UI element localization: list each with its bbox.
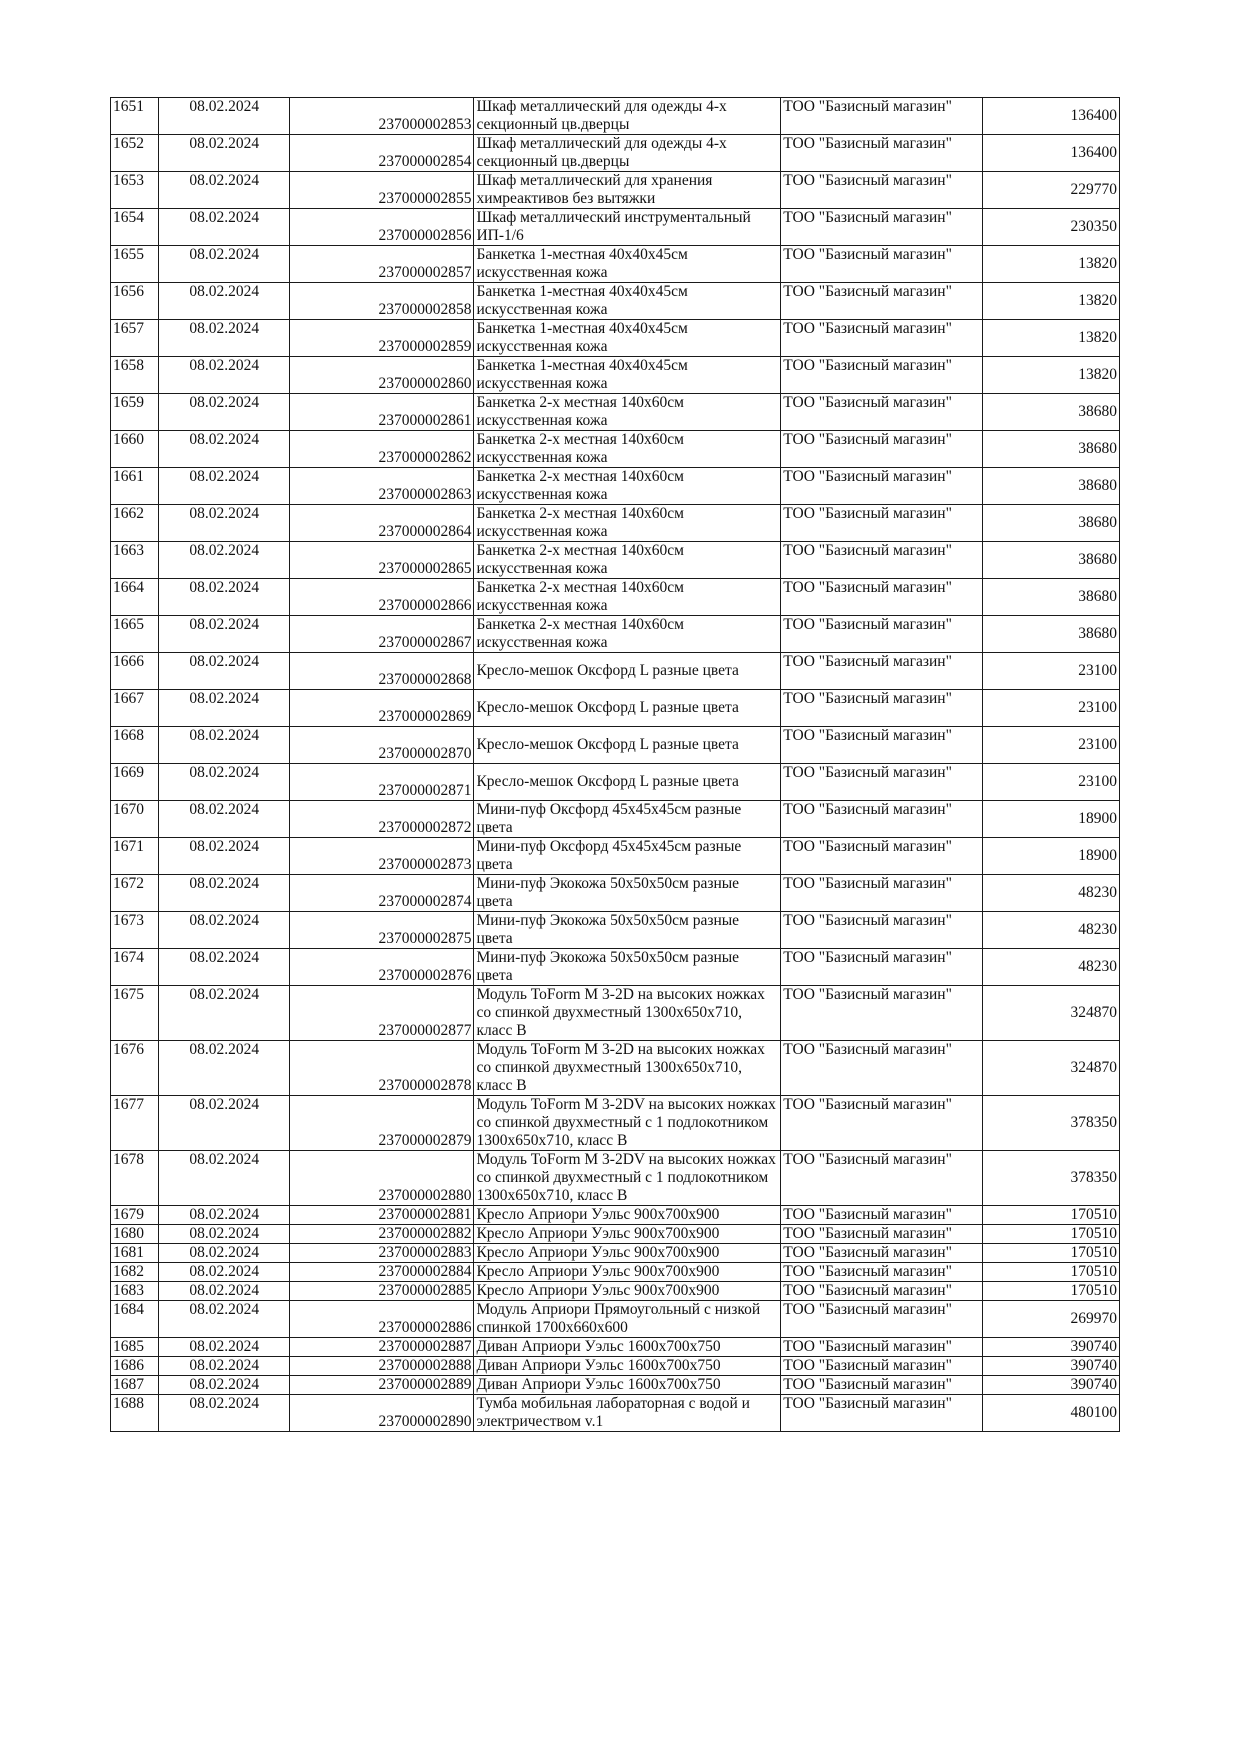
amount: 378350 — [983, 1151, 1120, 1206]
table-row — [111, 579, 1120, 616]
supplier-name: ТОО "Базисный магазин" — [781, 579, 983, 616]
amount: 390740 — [983, 1338, 1120, 1357]
row-date: 08.02.2024 — [159, 172, 290, 209]
row-number: 1656 — [111, 283, 159, 320]
item-name: Банкетка 1-местная 40х40х45см искусственная кожа — [474, 357, 781, 394]
supplier-name: ТОО "Базисный магазин" — [781, 320, 983, 357]
supplier-name: ТОО "Базисный магазин" — [781, 542, 983, 579]
table-row — [111, 1041, 1120, 1096]
table-row — [111, 431, 1120, 468]
row-date: 08.02.2024 — [159, 1376, 290, 1395]
amount: 170510 — [983, 1244, 1120, 1263]
row-number: 1665 — [111, 616, 159, 653]
inventory-code: 237000002873 — [290, 838, 474, 875]
inventory-code: 237000002885 — [290, 1282, 474, 1301]
row-number: 1679 — [111, 1206, 159, 1225]
row-date: 08.02.2024 — [159, 209, 290, 246]
row-date: 08.02.2024 — [159, 1301, 290, 1338]
amount: 38680 — [983, 579, 1120, 616]
item-name: Банкетка 2-х местная 140х60см искусственная кожа — [474, 616, 781, 653]
inventory-code: 237000002874 — [290, 875, 474, 912]
row-date: 08.02.2024 — [159, 431, 290, 468]
amount: 480100 — [983, 1395, 1120, 1432]
supplier-name: ТОО "Базисный магазин" — [781, 801, 983, 838]
row-date: 08.02.2024 — [159, 653, 290, 690]
supplier-name: ТОО "Базисный магазин" — [781, 1206, 983, 1225]
row-date: 08.02.2024 — [159, 838, 290, 875]
item-name: Диван Априори Уэльс 1600х700х750 — [474, 1338, 781, 1357]
inventory-code: 237000002880 — [290, 1151, 474, 1206]
supplier-name: ТОО "Базисный магазин" — [781, 1244, 983, 1263]
item-name: Банкетка 1-местная 40х40х45см искусственная кожа — [474, 283, 781, 320]
amount: 23100 — [983, 764, 1120, 801]
supplier-name: ТОО "Базисный магазин" — [781, 949, 983, 986]
amount: 38680 — [983, 468, 1120, 505]
inventory-code: 237000002881 — [290, 1206, 474, 1225]
row-number: 1683 — [111, 1282, 159, 1301]
amount: 269970 — [983, 1301, 1120, 1338]
row-number: 1657 — [111, 320, 159, 357]
amount: 390740 — [983, 1357, 1120, 1376]
row-number: 1660 — [111, 431, 159, 468]
row-date: 08.02.2024 — [159, 468, 290, 505]
row-date: 08.02.2024 — [159, 246, 290, 283]
table-row — [111, 320, 1120, 357]
row-number: 1663 — [111, 542, 159, 579]
row-number: 1668 — [111, 727, 159, 764]
amount: 324870 — [983, 986, 1120, 1041]
supplier-name: ТОО "Базисный магазин" — [781, 357, 983, 394]
table-row — [111, 98, 1120, 135]
amount: 18900 — [983, 801, 1120, 838]
inventory-code: 237000002887 — [290, 1338, 474, 1357]
row-number: 1655 — [111, 246, 159, 283]
table-row — [111, 246, 1120, 283]
item-name: Диван Априори Уэльс 1600х700х750 — [474, 1357, 781, 1376]
supplier-name: ТОО "Базисный магазин" — [781, 1263, 983, 1282]
supplier-name: ТОО "Базисный магазин" — [781, 1151, 983, 1206]
row-date: 08.02.2024 — [159, 98, 290, 135]
item-name: Модуль ToForm M 3-2D на высоких ножках со спинкой двухместный 1300х650х710, класс В — [474, 1041, 781, 1096]
item-name: Кресло-мешок Оксфорд L разные цвета — [474, 727, 781, 764]
row-date: 08.02.2024 — [159, 912, 290, 949]
inventory-code: 237000002888 — [290, 1357, 474, 1376]
row-number: 1680 — [111, 1225, 159, 1244]
supplier-name: ТОО "Базисный магазин" — [781, 283, 983, 320]
supplier-name: ТОО "Базисный магазин" — [781, 912, 983, 949]
amount: 229770 — [983, 172, 1120, 209]
table-row — [111, 1225, 1120, 1244]
amount: 23100 — [983, 727, 1120, 764]
supplier-name: ТОО "Базисный магазин" — [781, 616, 983, 653]
item-name: Банкетка 1-местная 40х40х45см искусственная кожа — [474, 320, 781, 357]
supplier-name: ТОО "Базисный магазин" — [781, 468, 983, 505]
amount: 23100 — [983, 653, 1120, 690]
row-number: 1664 — [111, 579, 159, 616]
row-number: 1677 — [111, 1096, 159, 1151]
supplier-name: ТОО "Базисный магазин" — [781, 1395, 983, 1432]
supplier-name: ТОО "Базисный магазин" — [781, 1282, 983, 1301]
amount: 170510 — [983, 1282, 1120, 1301]
inventory-code: 237000002855 — [290, 172, 474, 209]
amount: 13820 — [983, 283, 1120, 320]
row-date: 08.02.2024 — [159, 1338, 290, 1357]
inventory-code: 237000002870 — [290, 727, 474, 764]
table-row — [111, 1395, 1120, 1432]
row-number: 1659 — [111, 394, 159, 431]
row-date: 08.02.2024 — [159, 1225, 290, 1244]
amount: 170510 — [983, 1263, 1120, 1282]
row-number: 1652 — [111, 135, 159, 172]
row-number: 1670 — [111, 801, 159, 838]
table-row — [111, 135, 1120, 172]
table-row — [111, 505, 1120, 542]
item-name: Мини-пуф Экокожа 50х50х50см разные цвета — [474, 912, 781, 949]
item-name: Модуль ToForm M 3-2D на высоких ножках со спинкой двухместный 1300х650х710, класс В — [474, 986, 781, 1041]
item-name: Банкетка 2-х местная 140х60см искусственная кожа — [474, 468, 781, 505]
inventory-code: 237000002864 — [290, 505, 474, 542]
inventory-code: 237000002862 — [290, 431, 474, 468]
table-row — [111, 394, 1120, 431]
amount: 18900 — [983, 838, 1120, 875]
inventory-code: 237000002872 — [290, 801, 474, 838]
table-row — [111, 1338, 1120, 1357]
item-name: Банкетка 2-х местная 140х60см искусственная кожа — [474, 505, 781, 542]
item-name: Кресло Априори Уэльс 900х700х900 — [474, 1263, 781, 1282]
amount: 38680 — [983, 505, 1120, 542]
table-row — [111, 875, 1120, 912]
row-date: 08.02.2024 — [159, 542, 290, 579]
item-name: Кресло Априори Уэльс 900х700х900 — [474, 1244, 781, 1263]
item-name: Мини-пуф Экокожа 50х50х50см разные цвета — [474, 949, 781, 986]
inventory-code: 237000002878 — [290, 1041, 474, 1096]
inventory-code: 237000002883 — [290, 1244, 474, 1263]
row-date: 08.02.2024 — [159, 579, 290, 616]
row-number: 1686 — [111, 1357, 159, 1376]
row-number: 1654 — [111, 209, 159, 246]
supplier-name: ТОО "Базисный магазин" — [781, 172, 983, 209]
item-name: Кресло-мешок Оксфорд L разные цвета — [474, 764, 781, 801]
table-row — [111, 616, 1120, 653]
inventory-code: 237000002856 — [290, 209, 474, 246]
row-number: 1688 — [111, 1395, 159, 1432]
table-row — [111, 468, 1120, 505]
amount: 324870 — [983, 1041, 1120, 1096]
amount: 136400 — [983, 98, 1120, 135]
item-name: Кресло Априори Уэльс 900х700х900 — [474, 1282, 781, 1301]
item-name: Шкаф металлический для хранения химреактивов без вытяжки — [474, 172, 781, 209]
row-date: 08.02.2024 — [159, 394, 290, 431]
table-row — [111, 172, 1120, 209]
table-row — [111, 1301, 1120, 1338]
row-number: 1666 — [111, 653, 159, 690]
item-name: Кресло-мешок Оксфорд L разные цвета — [474, 653, 781, 690]
item-name: Кресло Априори Уэльс 900х700х900 — [474, 1225, 781, 1244]
table-row — [111, 209, 1120, 246]
amount: 136400 — [983, 135, 1120, 172]
row-number: 1676 — [111, 1041, 159, 1096]
amount: 13820 — [983, 320, 1120, 357]
inventory-code: 237000002882 — [290, 1225, 474, 1244]
amount: 48230 — [983, 912, 1120, 949]
asset-registry-table — [110, 97, 1120, 1432]
supplier-name: ТОО "Базисный магазин" — [781, 209, 983, 246]
supplier-name: ТОО "Базисный магазин" — [781, 690, 983, 727]
row-number: 1681 — [111, 1244, 159, 1263]
row-number: 1662 — [111, 505, 159, 542]
item-name: Банкетка 2-х местная 140х60см искусственная кожа — [474, 394, 781, 431]
row-number: 1682 — [111, 1263, 159, 1282]
row-date: 08.02.2024 — [159, 616, 290, 653]
inventory-code: 237000002889 — [290, 1376, 474, 1395]
inventory-code: 237000002879 — [290, 1096, 474, 1151]
row-number: 1687 — [111, 1376, 159, 1395]
inventory-code: 237000002886 — [290, 1301, 474, 1338]
supplier-name: ТОО "Базисный магазин" — [781, 394, 983, 431]
item-name: Мини-пуф Оксфорд 45х45х45см разные цвета — [474, 838, 781, 875]
table-row — [111, 357, 1120, 394]
supplier-name: ТОО "Базисный магазин" — [781, 505, 983, 542]
table-row — [111, 653, 1120, 690]
row-number: 1651 — [111, 98, 159, 135]
amount: 38680 — [983, 394, 1120, 431]
row-number: 1673 — [111, 912, 159, 949]
amount: 378350 — [983, 1096, 1120, 1151]
supplier-name: ТОО "Базисный магазин" — [781, 727, 983, 764]
table-row — [111, 912, 1120, 949]
row-number: 1684 — [111, 1301, 159, 1338]
inventory-code: 237000002876 — [290, 949, 474, 986]
supplier-name: ТОО "Базисный магазин" — [781, 431, 983, 468]
supplier-name: ТОО "Базисный магазин" — [781, 1096, 983, 1151]
row-date: 08.02.2024 — [159, 1395, 290, 1432]
inventory-code: 237000002871 — [290, 764, 474, 801]
amount: 13820 — [983, 246, 1120, 283]
table-row — [111, 986, 1120, 1041]
row-number: 1678 — [111, 1151, 159, 1206]
inventory-code: 237000002853 — [290, 98, 474, 135]
item-name: Шкаф металлический для одежды 4-х секционный цв.дверцы — [474, 98, 781, 135]
item-name: Модуль Априори Прямоугольный с низкой спинкой 1700х660х600 — [474, 1301, 781, 1338]
supplier-name: ТОО "Базисный магазин" — [781, 1301, 983, 1338]
item-name: Мини-пуф Оксфорд 45х45х45см разные цвета — [474, 801, 781, 838]
item-name: Модуль ToForm M 3-2DV на высоких ножках со спинкой двухместный с 1 подлокотником 1300х650х710, класс В — [474, 1151, 781, 1206]
supplier-name: ТОО "Базисный магазин" — [781, 1376, 983, 1395]
row-number: 1675 — [111, 986, 159, 1041]
amount: 38680 — [983, 431, 1120, 468]
inventory-code: 237000002875 — [290, 912, 474, 949]
row-number: 1653 — [111, 172, 159, 209]
item-name: Банкетка 2-х местная 140х60см искусственная кожа — [474, 431, 781, 468]
row-number: 1685 — [111, 1338, 159, 1357]
inventory-code: 237000002868 — [290, 653, 474, 690]
inventory-code: 237000002884 — [290, 1263, 474, 1282]
inventory-code: 237000002869 — [290, 690, 474, 727]
supplier-name: ТОО "Базисный магазин" — [781, 838, 983, 875]
table-row — [111, 764, 1120, 801]
row-date: 08.02.2024 — [159, 135, 290, 172]
amount: 38680 — [983, 542, 1120, 579]
row-number: 1658 — [111, 357, 159, 394]
row-date: 08.02.2024 — [159, 1357, 290, 1376]
table-row — [111, 1282, 1120, 1301]
amount: 170510 — [983, 1225, 1120, 1244]
inventory-code: 237000002859 — [290, 320, 474, 357]
row-date: 08.02.2024 — [159, 1244, 290, 1263]
row-date: 08.02.2024 — [159, 283, 290, 320]
row-number: 1672 — [111, 875, 159, 912]
inventory-code: 237000002854 — [290, 135, 474, 172]
row-date: 08.02.2024 — [159, 1041, 290, 1096]
supplier-name: ТОО "Базисный магазин" — [781, 98, 983, 135]
row-number: 1674 — [111, 949, 159, 986]
row-number: 1669 — [111, 764, 159, 801]
row-date: 08.02.2024 — [159, 801, 290, 838]
amount: 230350 — [983, 209, 1120, 246]
inventory-code: 237000002857 — [290, 246, 474, 283]
item-name: Банкетка 2-х местная 140х60см искусственная кожа — [474, 542, 781, 579]
supplier-name: ТОО "Базисный магазин" — [781, 986, 983, 1041]
item-name: Шкаф металлический инструментальный ИП-1/6 — [474, 209, 781, 246]
row-number: 1667 — [111, 690, 159, 727]
table-row — [111, 1096, 1120, 1151]
row-date: 08.02.2024 — [159, 727, 290, 764]
inventory-code: 237000002863 — [290, 468, 474, 505]
amount: 48230 — [983, 875, 1120, 912]
item-name: Банкетка 1-местная 40х40х45см искусственная кожа — [474, 246, 781, 283]
supplier-name: ТОО "Базисный магазин" — [781, 875, 983, 912]
table-row — [111, 690, 1120, 727]
item-name: Модуль ToForm M 3-2DV на высоких ножках со спинкой двухместный с 1 подлокотником 1300х650х710, класс В — [474, 1096, 781, 1151]
row-date: 08.02.2024 — [159, 690, 290, 727]
table-row — [111, 801, 1120, 838]
supplier-name: ТОО "Базисный магазин" — [781, 653, 983, 690]
table-row — [111, 1263, 1120, 1282]
inventory-code: 237000002865 — [290, 542, 474, 579]
row-date: 08.02.2024 — [159, 949, 290, 986]
supplier-name: ТОО "Базисный магазин" — [781, 764, 983, 801]
item-name: Кресло Априори Уэльс 900х700х900 — [474, 1206, 781, 1225]
inventory-code: 237000002860 — [290, 357, 474, 394]
inventory-code: 237000002867 — [290, 616, 474, 653]
table-row — [111, 1244, 1120, 1263]
row-date: 08.02.2024 — [159, 320, 290, 357]
supplier-name: ТОО "Базисный магазин" — [781, 1338, 983, 1357]
item-name: Мини-пуф Экокожа 50х50х50см разные цвета — [474, 875, 781, 912]
row-date: 08.02.2024 — [159, 875, 290, 912]
row-date: 08.02.2024 — [159, 505, 290, 542]
amount: 48230 — [983, 949, 1120, 986]
row-date: 08.02.2024 — [159, 1282, 290, 1301]
supplier-name: ТОО "Базисный магазин" — [781, 1357, 983, 1376]
row-date: 08.02.2024 — [159, 1096, 290, 1151]
row-date: 08.02.2024 — [159, 1263, 290, 1282]
table-row — [111, 1376, 1120, 1395]
inventory-code: 237000002858 — [290, 283, 474, 320]
item-name: Шкаф металлический для одежды 4-х секционный цв.дверцы — [474, 135, 781, 172]
inventory-code: 237000002877 — [290, 986, 474, 1041]
supplier-name: ТОО "Базисный магазин" — [781, 1041, 983, 1096]
item-name: Банкетка 2-х местная 140х60см искусственная кожа — [474, 579, 781, 616]
table-row — [111, 949, 1120, 986]
amount: 13820 — [983, 357, 1120, 394]
row-date: 08.02.2024 — [159, 1206, 290, 1225]
item-name: Кресло-мешок Оксфорд L разные цвета — [474, 690, 781, 727]
table-row — [111, 838, 1120, 875]
table-row — [111, 1357, 1120, 1376]
item-name: Тумба мобильная лабораторная с водой и электричеством v.1 — [474, 1395, 781, 1432]
table-row — [111, 1206, 1120, 1225]
amount: 170510 — [983, 1206, 1120, 1225]
amount: 390740 — [983, 1376, 1120, 1395]
table-row — [111, 542, 1120, 579]
row-date: 08.02.2024 — [159, 1151, 290, 1206]
row-number: 1671 — [111, 838, 159, 875]
inventory-code: 237000002866 — [290, 579, 474, 616]
amount: 38680 — [983, 616, 1120, 653]
row-number: 1661 — [111, 468, 159, 505]
table-body — [111, 98, 1120, 1432]
table-row — [111, 283, 1120, 320]
supplier-name: ТОО "Базисный магазин" — [781, 135, 983, 172]
table-row — [111, 1151, 1120, 1206]
item-name: Диван Априори Уэльс 1600х700х750 — [474, 1376, 781, 1395]
inventory-code: 237000002890 — [290, 1395, 474, 1432]
row-date: 08.02.2024 — [159, 986, 290, 1041]
amount: 23100 — [983, 690, 1120, 727]
inventory-code: 237000002861 — [290, 394, 474, 431]
supplier-name: ТОО "Базисный магазин" — [781, 1225, 983, 1244]
row-date: 08.02.2024 — [159, 357, 290, 394]
table-row — [111, 727, 1120, 764]
row-date: 08.02.2024 — [159, 764, 290, 801]
supplier-name: ТОО "Базисный магазин" — [781, 246, 983, 283]
